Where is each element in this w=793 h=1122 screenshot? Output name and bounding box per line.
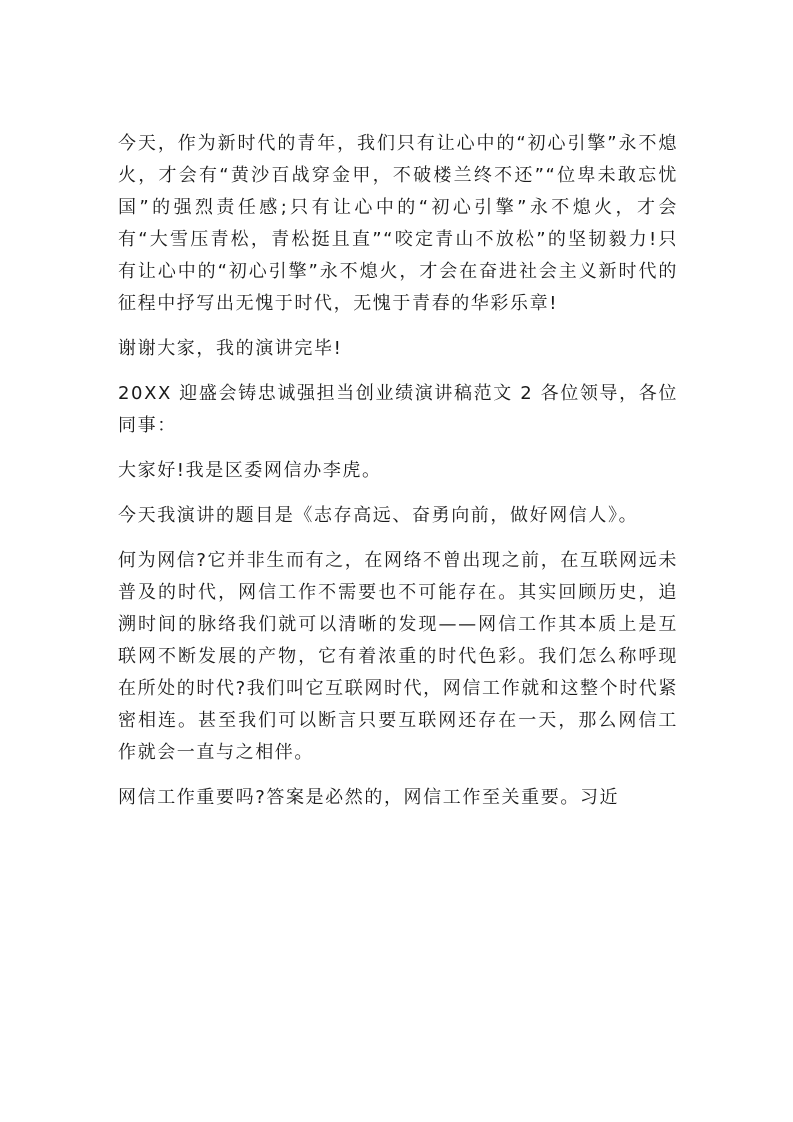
paragraph-what-is-wangxin: 何为网信?它并非生而有之，在网络不曾出现之前，在互联网远未普及的时代，网信工作不需要也不可能存在。其实回顾历史，追溯时间的脉络我们就可以清晰的发现——网信工作其本质上是互联网不断发展的产物，它有着浓重的时代色彩。我们怎么称呼现在所处的时代?我们叫它互联网时代，网信工作就和这整个时代紧密相连。甚至我们可以断言只要互联网还存在一天，那么网信工作就会一直与之相伴。: [118, 550, 678, 763]
paragraph-initial-heart-engine: 今天，作为新时代的青年，我们只有让心中的“初心引擎”永不熄火，才会有“黄沙百战穿金甲，不破楼兰终不还”“位卑未敢忘忧国”的强烈责任感;只有让心中的“初心引擎”永不熄火，才会有“大雪压青松，青松挺且直”“咬定青山不放松”的坚韧毅力!只有让心中的“初心引擎”永不熄火，才会在奋进社会主义新时代的征程中抒写出无愧于时代，无愧于青春的华彩乐章!: [118, 133, 678, 314]
paragraph-greeting: 大家好!我是区委网信办李虎。: [118, 460, 382, 481]
paragraph-speech-title-line: 20XX 迎盛会铸忠诚强担当创业绩演讲稿范文 2 各位领导，各位同事：: [118, 383, 678, 436]
paragraph-importance: 网信工作重要吗?答案是必然的，网信工作至关重要。习近: [118, 787, 620, 808]
document-body: [118, 128, 678, 827]
paragraph-thanks: 谢谢大家，我的演讲完毕!: [118, 338, 343, 359]
paragraph-topic: 今天我演讲的题目是《志存高远、奋勇向前，做好网信人》。: [118, 505, 639, 526]
